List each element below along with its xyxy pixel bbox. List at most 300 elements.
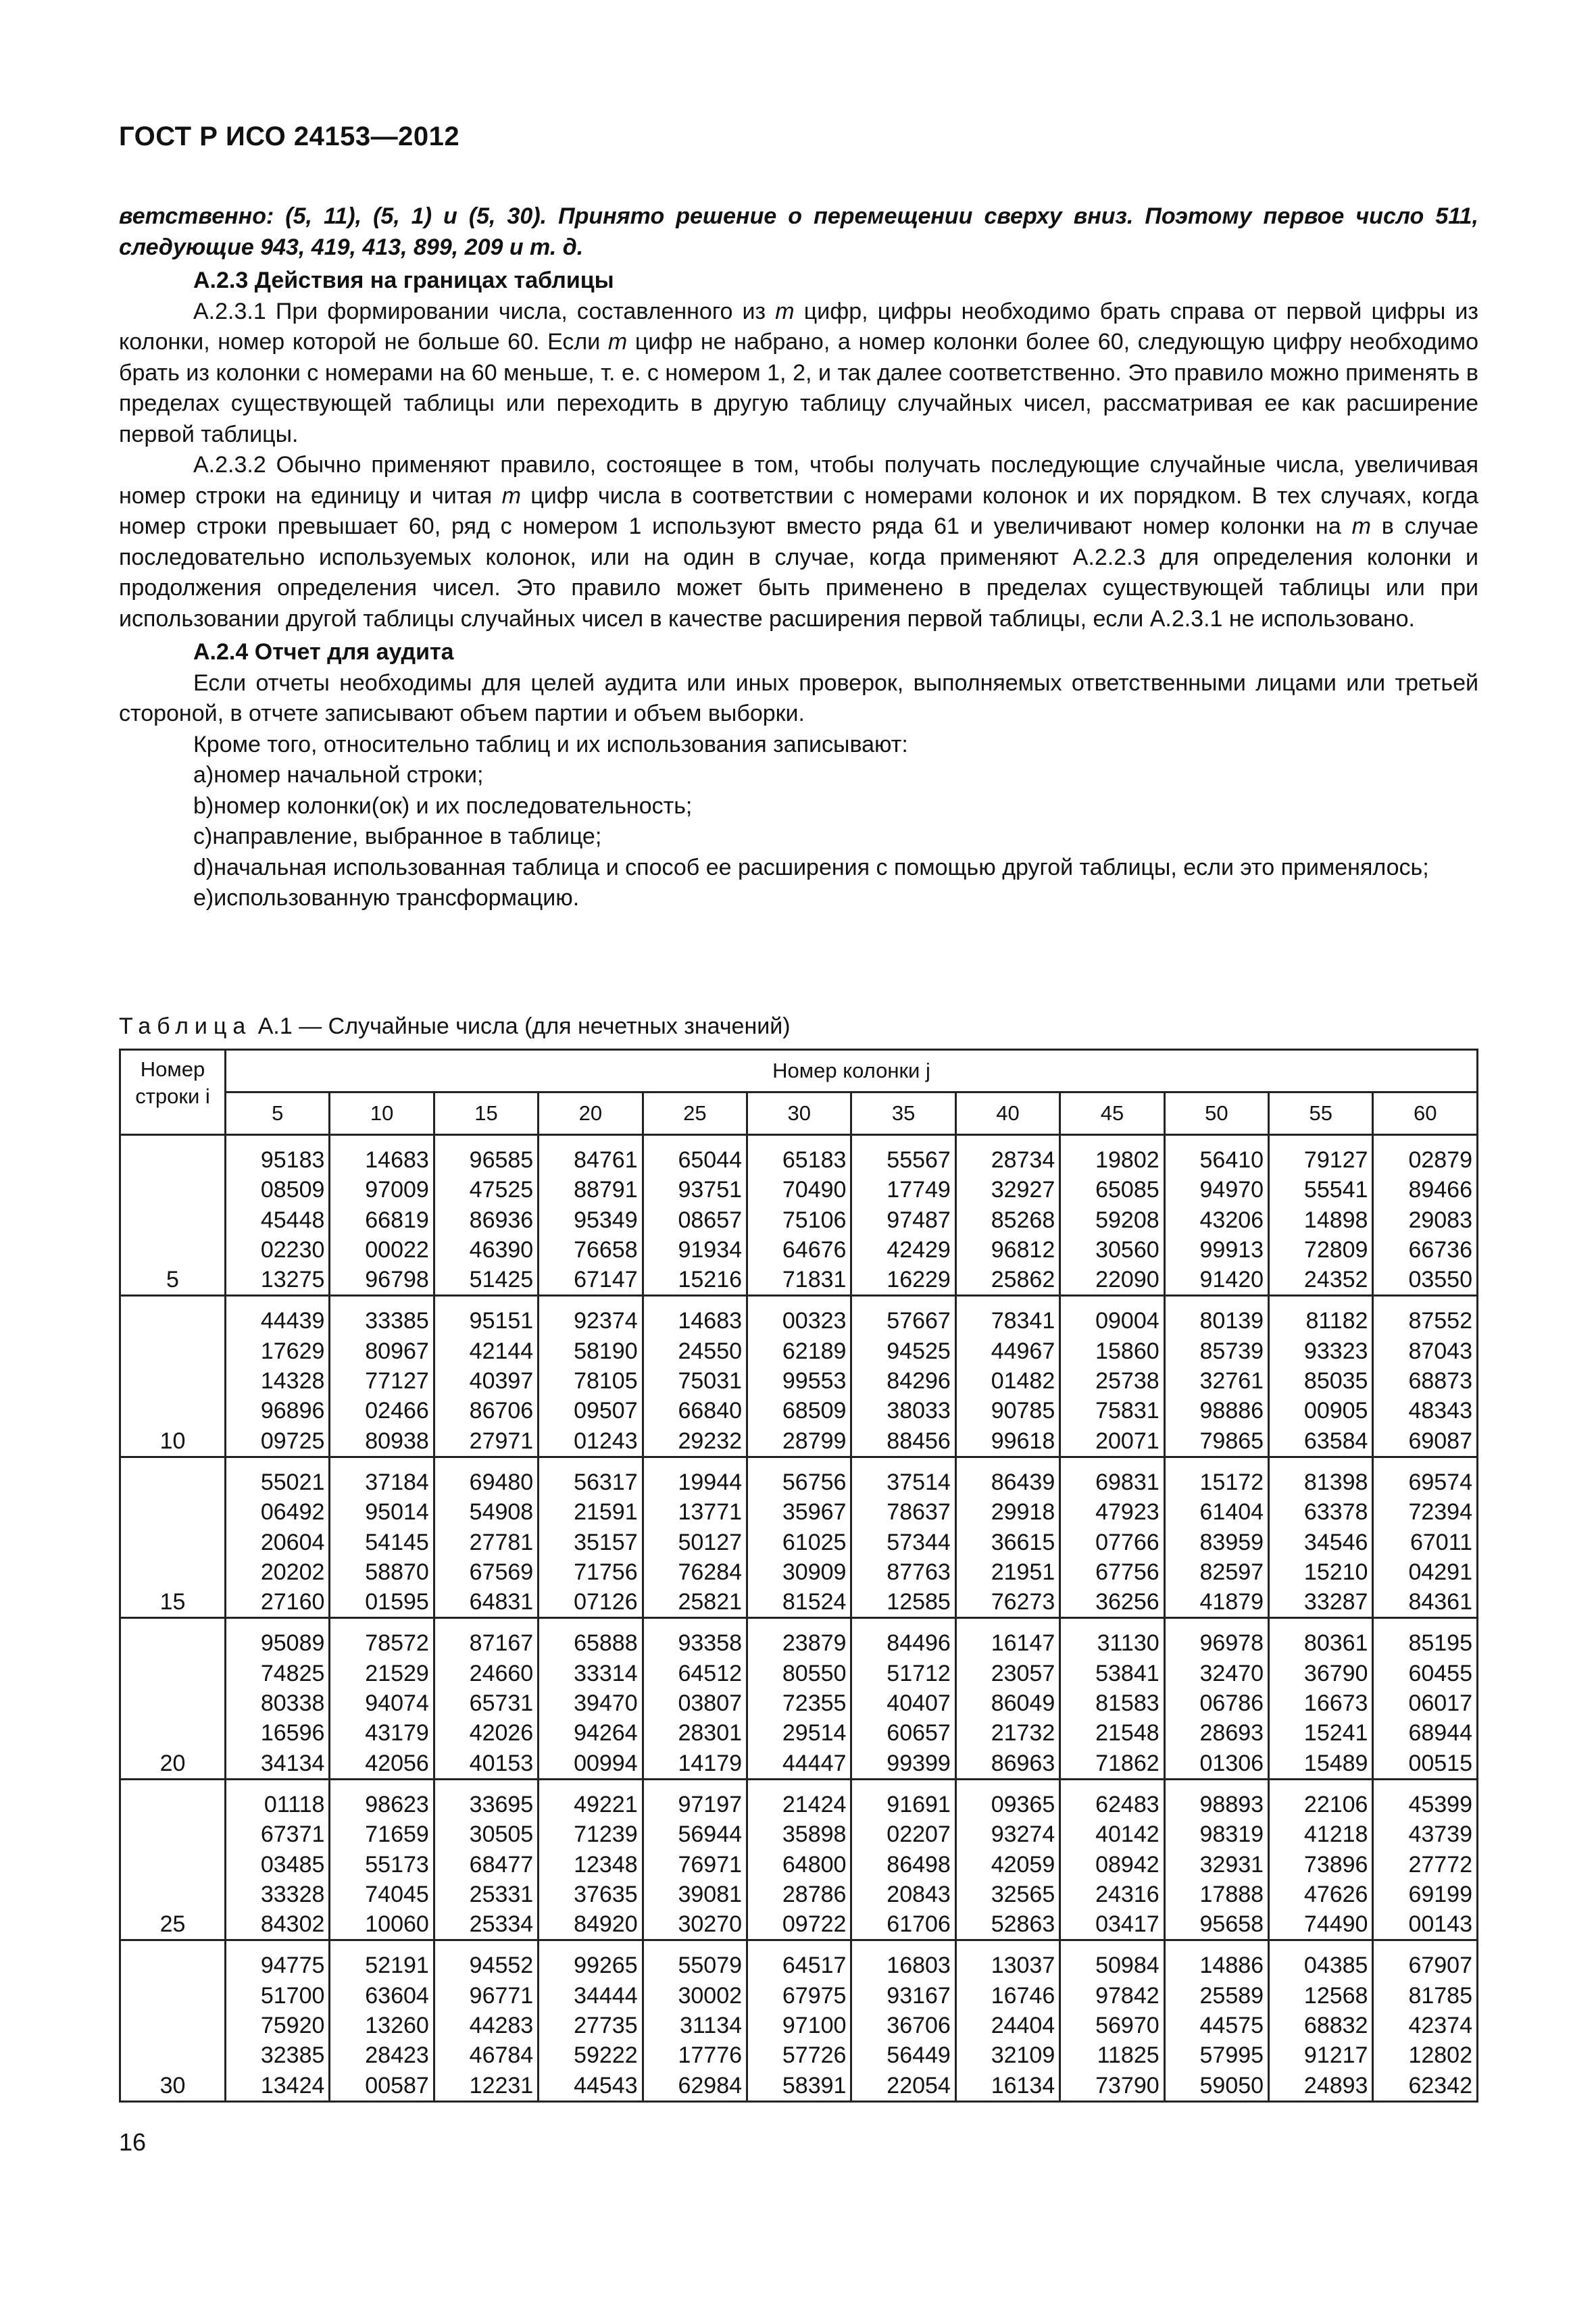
- table-cell: 64517: [747, 1951, 851, 1980]
- table-cell: 80550: [747, 1659, 851, 1688]
- row-number: 5: [120, 1265, 226, 1296]
- table-cell: 42374: [1373, 2011, 1478, 2040]
- row-number: [120, 1880, 226, 1909]
- table-cell: 69087: [1373, 1426, 1478, 1457]
- table-cell: 27971: [434, 1426, 538, 1457]
- table-cell: 25331: [434, 1880, 538, 1909]
- table-cell: 07766: [1060, 1528, 1164, 1557]
- table-cell: 32927: [955, 1175, 1059, 1205]
- table-cell: 66819: [330, 1205, 434, 1235]
- table-cell: 78572: [330, 1628, 434, 1658]
- table-cell: 80338: [226, 1688, 330, 1718]
- table-cell: 28734: [955, 1145, 1059, 1175]
- list-item: а)номер начальной строки;: [193, 762, 484, 788]
- table-cell: 84361: [1373, 1587, 1478, 1618]
- table-cell: 67756: [1060, 1557, 1164, 1587]
- table-cell: 24660: [434, 1659, 538, 1688]
- table-cell: 40397: [434, 1366, 538, 1396]
- table-cell: 57726: [747, 2040, 851, 2070]
- table-cell: 40153: [434, 1749, 538, 1780]
- row-number: [120, 1145, 226, 1175]
- table-cell: 61706: [851, 1909, 955, 1940]
- table-cell: 69831: [1060, 1467, 1164, 1497]
- table-cell: 31130: [1060, 1628, 1164, 1658]
- table-cell: 28799: [747, 1426, 851, 1457]
- table-row: [120, 2011, 1478, 2040]
- table-cell: 47626: [1269, 1880, 1373, 1909]
- table-cell: 34546: [1269, 1528, 1373, 1557]
- table-cell: 63604: [330, 1981, 434, 2011]
- table-cell: 43206: [1164, 1205, 1268, 1235]
- table-cell: 44447: [747, 1749, 851, 1780]
- table-cell: 38033: [851, 1396, 955, 1426]
- table-cell: 63584: [1269, 1426, 1373, 1457]
- table-cell: 99618: [955, 1426, 1059, 1457]
- table-row: [120, 1628, 1478, 1658]
- table-cell: 47923: [1060, 1497, 1164, 1527]
- table-cell: 92374: [539, 1306, 643, 1336]
- table-cell: 57344: [851, 1528, 955, 1557]
- table-cell: 40407: [851, 1688, 955, 1718]
- table-cell: 08509: [226, 1175, 330, 1205]
- table-cell: 20071: [1060, 1426, 1164, 1457]
- table-cell: 67371: [226, 1819, 330, 1849]
- row-number: [120, 1718, 226, 1748]
- table-cell: 42144: [434, 1336, 538, 1366]
- table-cell: 68944: [1373, 1718, 1478, 1748]
- table-row: [120, 1497, 1478, 1527]
- column-header: 35: [851, 1092, 955, 1135]
- table-cell: 15860: [1060, 1336, 1164, 1366]
- table-cell: 01243: [539, 1426, 643, 1457]
- row-number: [120, 1205, 226, 1235]
- table-cell: 14179: [643, 1749, 747, 1780]
- table-cell: 16134: [955, 2071, 1059, 2102]
- table-cell: 53841: [1060, 1659, 1164, 1688]
- table-cell: 80361: [1269, 1628, 1373, 1658]
- table-cell: 00587: [330, 2071, 434, 2102]
- table-cell: 12802: [1373, 2040, 1478, 2070]
- table-cell: 49221: [539, 1790, 643, 1819]
- table-cell: 30002: [643, 1981, 747, 2011]
- table-cell: 84920: [539, 1909, 643, 1940]
- table-row: [120, 1981, 1478, 2011]
- table-cell: 81524: [747, 1587, 851, 1618]
- table-cell: 94970: [1164, 1175, 1268, 1205]
- row-number: [120, 1175, 226, 1205]
- table-cell: 97009: [330, 1175, 434, 1205]
- table-cell: 71659: [330, 1819, 434, 1849]
- table-cell: 52191: [330, 1951, 434, 1980]
- row-number: [120, 1628, 226, 1658]
- table-cell: 67569: [434, 1557, 538, 1587]
- table-cell: 02230: [226, 1235, 330, 1265]
- table-cell: 29514: [747, 1718, 851, 1748]
- paragraph-a24-more: Кроме того, относительно таблиц и их использования записывают:: [193, 731, 908, 757]
- table-cell: 30909: [747, 1557, 851, 1587]
- table-cell: 09365: [955, 1790, 1059, 1819]
- table-cell: 76284: [643, 1557, 747, 1587]
- table-cell: 06492: [226, 1497, 330, 1527]
- table-cell: 76273: [955, 1587, 1059, 1618]
- table-row: [120, 1819, 1478, 1849]
- table-cell: 43739: [1373, 1819, 1478, 1849]
- table-cell: 59208: [1060, 1205, 1164, 1235]
- table-cell: 96812: [955, 1235, 1059, 1265]
- table-cell: 32931: [1164, 1850, 1268, 1880]
- table-caption-text: А.1 — Случайные числа (для нечетных значений): [251, 1013, 791, 1039]
- table-cell: 15241: [1269, 1718, 1373, 1748]
- table-cell: 59050: [1164, 2071, 1268, 2102]
- table-cell: 61025: [747, 1528, 851, 1557]
- table-cell: 62984: [643, 2071, 747, 2102]
- table-cell: 71862: [1060, 1749, 1164, 1780]
- table-cell: 85739: [1164, 1336, 1268, 1366]
- table-cell: 68832: [1269, 2011, 1373, 2040]
- table-cell: 19944: [643, 1467, 747, 1497]
- row-number: 20: [120, 1749, 226, 1780]
- paragraph-a24: Если отчеты необходимы для целей аудита или иных проверок, выполняемых ответственными лицами или третьей стороной, в отчете записывают объем партии и объем выборки.: [119, 670, 1478, 726]
- random-numbers-table: [119, 1049, 1478, 2103]
- table-cell: 94775: [226, 1951, 330, 1980]
- paragraph-a232: А.2.3.2 Обычно применяют правило, состоящее в том, чтобы получать последующие случайные числа, увеличивая номер строки на единицу и читая m цифр числа в соответствии с номерами колонок и их порядком. В тех случаях, когда номер строки превышает 60, ряд с номером 1 используют вместо ряда 61 и увеличивают номер колонки на m в случае последовательно используемых колонок, или на один в случае, когда применяют А.2.2.3 для определения колонки и продолжения определения чисел. Это правило может быть применено в пределах существующей таблицы или при использовании другой таблицы случайных чисел в качестве расширения первой таблицы, если А.2.3.1 не использовано.: [119, 452, 1478, 632]
- table-cell: 01306: [1164, 1749, 1268, 1780]
- table-cell: 78341: [955, 1306, 1059, 1336]
- table-cell: 00143: [1373, 1909, 1478, 1940]
- column-header: 15: [434, 1092, 538, 1135]
- table-cell: 56944: [643, 1819, 747, 1849]
- table-cell: 97842: [1060, 1981, 1164, 2011]
- row-number: 10: [120, 1426, 226, 1457]
- table-cell: 17629: [226, 1336, 330, 1366]
- table-cell: 81785: [1373, 1981, 1478, 2011]
- table-cell: 30560: [1060, 1235, 1164, 1265]
- table-cell: 71756: [539, 1557, 643, 1587]
- table-cell: 71831: [747, 1265, 851, 1296]
- table-cell: 33385: [330, 1306, 434, 1336]
- table-cell: 50984: [1060, 1951, 1164, 1980]
- table-row: [120, 1587, 1478, 1618]
- table-row: [120, 1175, 1478, 1205]
- table-cell: 84296: [851, 1366, 955, 1396]
- table-cell: 86936: [434, 1205, 538, 1235]
- table-cell: 98319: [1164, 1819, 1268, 1849]
- table-cell: 78637: [851, 1497, 955, 1527]
- table-cell: 61404: [1164, 1497, 1268, 1527]
- table-row: [120, 1306, 1478, 1336]
- list-item: е)использованную трансформацию.: [193, 885, 580, 911]
- table-cell: 57667: [851, 1306, 955, 1336]
- row-number: [120, 1557, 226, 1587]
- table-cell: 39081: [643, 1880, 747, 1909]
- table-cell: 21424: [747, 1790, 851, 1819]
- table-caption-lead: Таблица: [119, 1013, 252, 1039]
- table-cell: 97197: [643, 1790, 747, 1819]
- table-cell: 24352: [1269, 1265, 1373, 1296]
- table-cell: 65085: [1060, 1175, 1164, 1205]
- row-number: [120, 1819, 226, 1849]
- table-cell: 37184: [330, 1467, 434, 1497]
- column-header: 25: [643, 1092, 747, 1135]
- table-cell: 08657: [643, 1205, 747, 1235]
- table-cell: 36256: [1060, 1587, 1164, 1618]
- column-header: 55: [1269, 1092, 1373, 1135]
- table-cell: 00515: [1373, 1749, 1478, 1780]
- table-cell: 15216: [643, 1265, 747, 1296]
- table-cell: 19802: [1060, 1145, 1164, 1175]
- table-cell: 43179: [330, 1718, 434, 1748]
- table-cell: 04385: [1269, 1951, 1373, 1980]
- table-cell: 27735: [539, 2011, 643, 2040]
- table-cell: 72394: [1373, 1497, 1478, 1527]
- table-cell: 93274: [955, 1819, 1059, 1849]
- table-cell: 75920: [226, 2011, 330, 2040]
- table-cell: 94525: [851, 1336, 955, 1366]
- table-cell: 70490: [747, 1175, 851, 1205]
- table-cell: 54145: [330, 1528, 434, 1557]
- table-cell: 91217: [1269, 2040, 1373, 2070]
- table-cell: 96585: [434, 1145, 538, 1175]
- table-cell: 81583: [1060, 1688, 1164, 1718]
- column-header: 40: [955, 1092, 1059, 1135]
- table-cell: 09004: [1060, 1306, 1164, 1336]
- table-cell: 11825: [1060, 2040, 1164, 2070]
- table-cell: 65888: [539, 1628, 643, 1658]
- table-cell: 29918: [955, 1497, 1059, 1527]
- table-cell: 12231: [434, 2071, 538, 2102]
- table-cell: 02207: [851, 1819, 955, 1849]
- document-header: ГОСТ Р ИСО 24153—2012: [119, 122, 460, 151]
- table-cell: 97487: [851, 1205, 955, 1235]
- table-cell: 72355: [747, 1688, 851, 1718]
- column-header: 10: [330, 1092, 434, 1135]
- table-cell: 44967: [955, 1336, 1059, 1366]
- table-cell: 51425: [434, 1265, 538, 1296]
- table-cell: 87763: [851, 1557, 955, 1587]
- table-cell: 14328: [226, 1366, 330, 1396]
- table-cell: 16147: [955, 1628, 1059, 1658]
- row-number: [120, 1336, 226, 1366]
- table-cell: 34134: [226, 1749, 330, 1780]
- table-cell: 03807: [643, 1688, 747, 1718]
- table-cell: 98893: [1164, 1790, 1268, 1819]
- table-cell: 13260: [330, 2011, 434, 2040]
- table-cell: 85195: [1373, 1628, 1478, 1658]
- table-cell: 56449: [851, 2040, 955, 2070]
- table-cell: 55567: [851, 1145, 955, 1175]
- row-number: [120, 1951, 226, 1980]
- heading-a24: А.2.4 Отчет для аудита: [193, 639, 454, 665]
- table-cell: 55541: [1269, 1175, 1373, 1205]
- table-cell: 99553: [747, 1366, 851, 1396]
- column-header: 50: [1164, 1092, 1268, 1135]
- table-cell: 96771: [434, 1981, 538, 2011]
- table-cell: 60455: [1373, 1659, 1478, 1688]
- table-cell: 56317: [539, 1467, 643, 1497]
- column-number-header: Номер колонки j: [226, 1050, 1478, 1092]
- table-cell: 74045: [330, 1880, 434, 1909]
- table-cell: 22090: [1060, 1265, 1164, 1296]
- table-cell: 15489: [1269, 1749, 1373, 1780]
- table-cell: 12568: [1269, 1981, 1373, 2011]
- table-cell: 73896: [1269, 1850, 1373, 1880]
- table-cell: 00323: [747, 1306, 851, 1336]
- table-cell: 71239: [539, 1819, 643, 1849]
- table-cell: 77127: [330, 1366, 434, 1396]
- table-cell: 21548: [1060, 1718, 1164, 1748]
- table-row: [120, 1557, 1478, 1587]
- table-cell: 86049: [955, 1688, 1059, 1718]
- table-cell: 36615: [955, 1528, 1059, 1557]
- table-cell: 47525: [434, 1175, 538, 1205]
- table-cell: 21591: [539, 1497, 643, 1527]
- list-item: d)начальная использованная таблица и способ ее расширения с помощью другой таблицы, если это применялось;: [193, 854, 1429, 880]
- table-cell: 24316: [1060, 1880, 1164, 1909]
- row-number: [120, 1235, 226, 1265]
- table-cell: 33328: [226, 1880, 330, 1909]
- table-cell: 28423: [330, 2040, 434, 2070]
- table-cell: 09507: [539, 1396, 643, 1426]
- table-cell: 54908: [434, 1497, 538, 1527]
- table-cell: 56410: [1164, 1145, 1268, 1175]
- table-cell: 17776: [643, 2040, 747, 2070]
- table-cell: 44543: [539, 2071, 643, 2102]
- table-cell: 10060: [330, 1909, 434, 1940]
- table-cell: 62189: [747, 1336, 851, 1366]
- table-cell: 88456: [851, 1426, 955, 1457]
- table-cell: 82597: [1164, 1557, 1268, 1587]
- table-cell: 00905: [1269, 1396, 1373, 1426]
- column-header: 30: [747, 1092, 851, 1135]
- table-cell: 51700: [226, 1981, 330, 2011]
- table-cell: 85268: [955, 1205, 1059, 1235]
- table-cell: 16596: [226, 1718, 330, 1748]
- table-cell: 29083: [1373, 1205, 1478, 1235]
- table-cell: 78105: [539, 1366, 643, 1396]
- table-cell: 95089: [226, 1628, 330, 1658]
- table-cell: 67907: [1373, 1951, 1478, 1980]
- table-cell: 67011: [1373, 1528, 1478, 1557]
- table-cell: 22054: [851, 2071, 955, 2102]
- table-cell: 36706: [851, 2011, 955, 2040]
- table-cell: 95014: [330, 1497, 434, 1527]
- row-number: [120, 1396, 226, 1426]
- table-cell: 73790: [1060, 2071, 1164, 2102]
- table-cell: 14898: [1269, 1205, 1373, 1235]
- table-cell: 02879: [1373, 1145, 1478, 1175]
- table-cell: 30505: [434, 1819, 538, 1849]
- table-cell: 45448: [226, 1205, 330, 1235]
- table-cell: 20202: [226, 1557, 330, 1587]
- table-cell: 81398: [1269, 1467, 1373, 1497]
- table-cell: 42429: [851, 1235, 955, 1265]
- row-number: 30: [120, 2071, 226, 2102]
- table-cell: 01482: [955, 1366, 1059, 1396]
- table-cell: 14886: [1164, 1951, 1268, 1980]
- table-cell: 58190: [539, 1336, 643, 1366]
- table-cell: 76971: [643, 1850, 747, 1880]
- table-cell: 83959: [1164, 1528, 1268, 1557]
- table-cell: 03417: [1060, 1909, 1164, 1940]
- table-cell: 07126: [539, 1587, 643, 1618]
- table-cell: 81182: [1269, 1306, 1373, 1336]
- table-cell: 06017: [1373, 1688, 1478, 1718]
- table-cell: 45399: [1373, 1790, 1478, 1819]
- table-cell: 50127: [643, 1528, 747, 1557]
- table-cell: 04291: [1373, 1557, 1478, 1587]
- table-cell: 08942: [1060, 1850, 1164, 1880]
- table-cell: 91420: [1164, 1265, 1268, 1296]
- table-cell: 24404: [955, 2011, 1059, 2040]
- table-cell: 97100: [747, 2011, 851, 2040]
- table-cell: 27160: [226, 1587, 330, 1618]
- table-cell: 14683: [330, 1145, 434, 1175]
- table-cell: 17749: [851, 1175, 955, 1205]
- table-caption: [119, 1013, 791, 1040]
- table-cell: 95151: [434, 1306, 538, 1336]
- table-cell: 35157: [539, 1528, 643, 1557]
- table-cell: 51712: [851, 1659, 955, 1688]
- table-cell: 03550: [1373, 1265, 1478, 1296]
- table-cell: 22106: [1269, 1790, 1373, 1819]
- table-cell: 89466: [1373, 1175, 1478, 1205]
- table-cell: 98623: [330, 1790, 434, 1819]
- table-cell: 09722: [747, 1909, 851, 1940]
- table-cell: 62342: [1373, 2071, 1478, 2102]
- table-cell: 65044: [643, 1145, 747, 1175]
- table-row: [120, 1790, 1478, 1819]
- table-cell: 37514: [851, 1467, 955, 1497]
- table-cell: 94552: [434, 1951, 538, 1980]
- table-cell: 41879: [1164, 1587, 1268, 1618]
- table-cell: 27772: [1373, 1850, 1478, 1880]
- table-cell: 74825: [226, 1659, 330, 1688]
- table-cell: 21951: [955, 1557, 1059, 1587]
- table-cell: 33287: [1269, 1587, 1373, 1618]
- row-number: [120, 1528, 226, 1557]
- table-cell: 66736: [1373, 1235, 1478, 1265]
- table-cell: 87167: [434, 1628, 538, 1658]
- table-cell: 37635: [539, 1880, 643, 1909]
- table-cell: 98886: [1164, 1396, 1268, 1426]
- table-cell: 03485: [226, 1850, 330, 1880]
- column-header: 5: [226, 1092, 330, 1135]
- table-row: [120, 1909, 1478, 1940]
- table-cell: 93358: [643, 1628, 747, 1658]
- table-row: [120, 1688, 1478, 1718]
- table-cell: 13424: [226, 2071, 330, 2102]
- table-cell: 96896: [226, 1396, 330, 1426]
- table-cell: 67147: [539, 1265, 643, 1296]
- table-row: [120, 1336, 1478, 1366]
- table-cell: 23057: [955, 1659, 1059, 1688]
- table-cell: 39470: [539, 1688, 643, 1718]
- table-cell: 60657: [851, 1718, 955, 1748]
- table-cell: 84761: [539, 1145, 643, 1175]
- table-cell: 44575: [1164, 2011, 1268, 2040]
- table-cell: 25862: [955, 1265, 1059, 1296]
- table-cell: 85035: [1269, 1366, 1373, 1396]
- column-header: 20: [539, 1092, 643, 1135]
- table-cell: 02466: [330, 1396, 434, 1426]
- table-cell: 15172: [1164, 1467, 1268, 1497]
- table-cell: 55079: [643, 1951, 747, 1980]
- row-number: [120, 1688, 226, 1718]
- table-cell: 86963: [955, 1749, 1059, 1780]
- table-row: [120, 1145, 1478, 1175]
- table-row: [120, 1528, 1478, 1557]
- row-number: 15: [120, 1587, 226, 1618]
